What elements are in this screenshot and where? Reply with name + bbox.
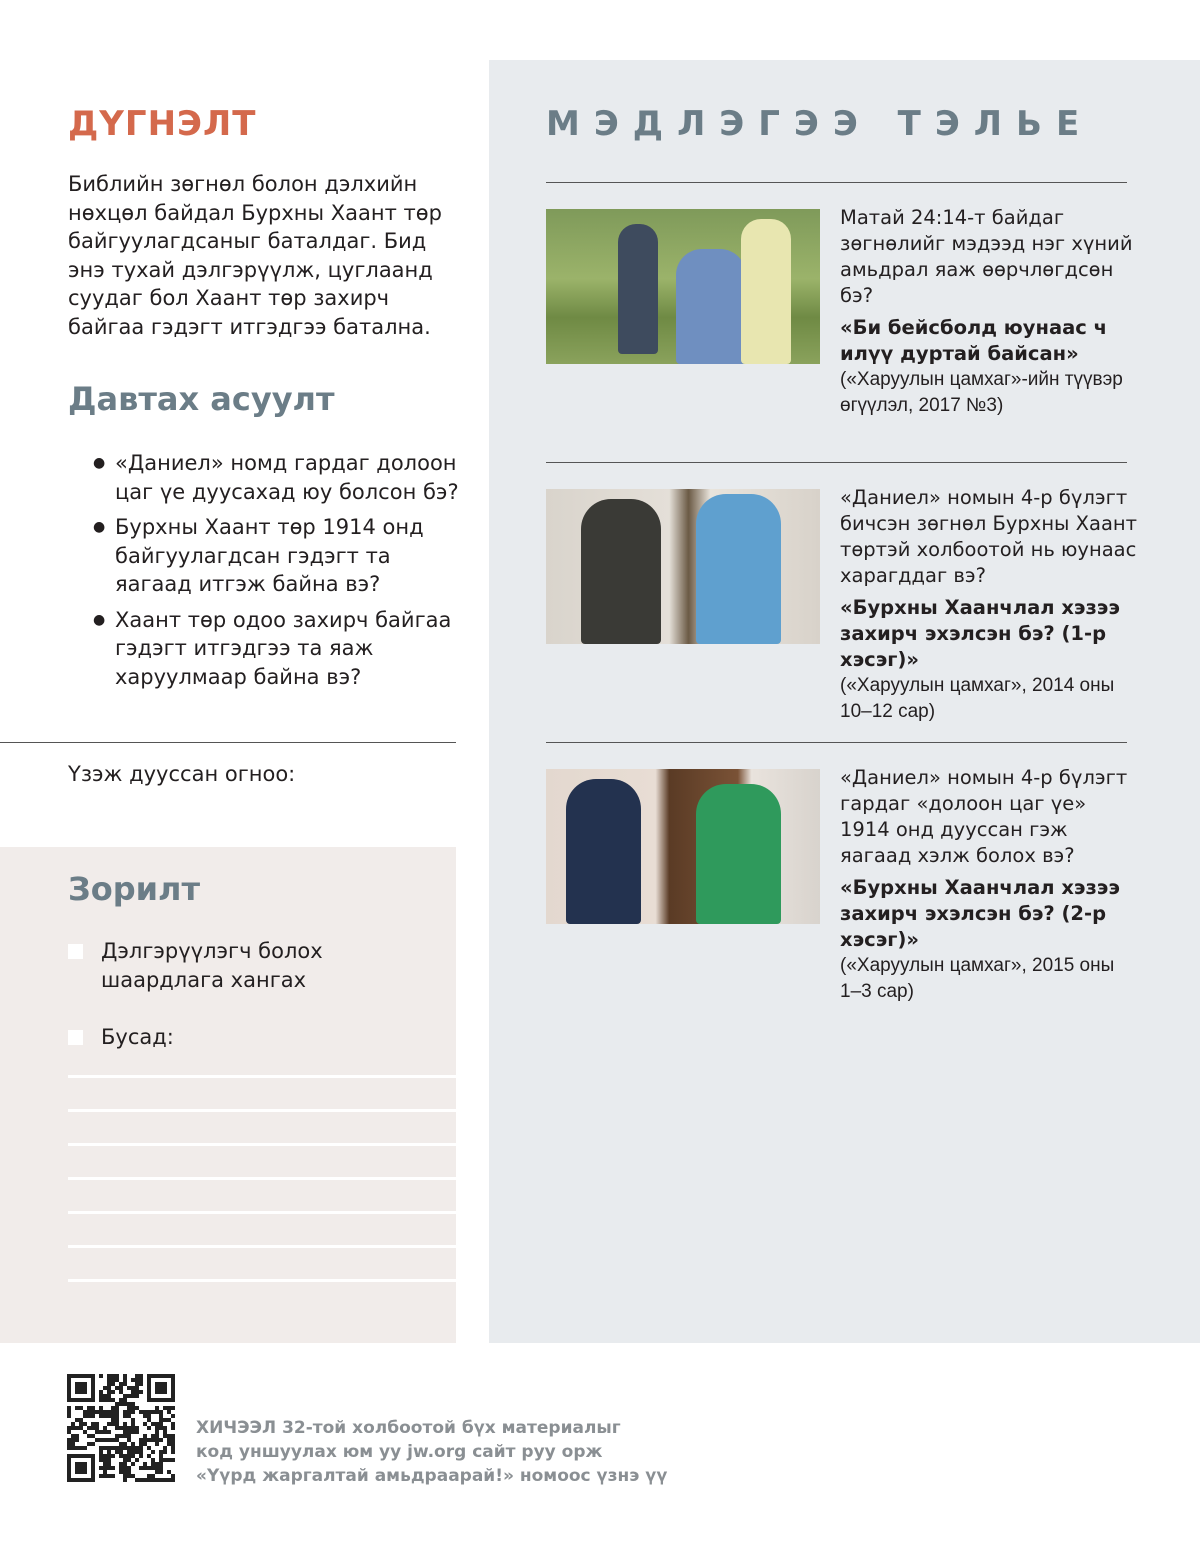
write-line[interactable] <box>68 1143 456 1146</box>
write-line[interactable] <box>68 1279 456 1282</box>
explore-entry <box>840 765 1140 1005</box>
review-question: ● «Даниел» номд гардаг долоон цаг үе дуусахад юу болсон бэ? <box>93 449 463 506</box>
write-line[interactable] <box>68 1245 456 1248</box>
divider <box>546 182 1127 183</box>
explore-entry <box>840 485 1140 725</box>
write-line[interactable] <box>68 1075 456 1078</box>
write-line[interactable] <box>68 1211 456 1214</box>
checkbox[interactable] <box>68 1030 83 1045</box>
footer-line: ХИЧЭЭЛ 32-той холбоотой бүх материалыг <box>196 1418 621 1438</box>
photo-ministry-2 <box>546 769 820 924</box>
review-title: Давтах асуулт <box>68 380 335 418</box>
goal-label: Бусад: <box>101 1025 174 1049</box>
entry-question: «Даниел» номын 4-р бүлэгт бичсэн зөгнөл Бурхны Хаант төртэй холбоотой нь юунаас харагддаг вэ? <box>840 486 1138 587</box>
review-question: ● Хаант төр одоо захирч байгаа гэдэгт итгэдгээ та яаж харуулмаар байна вэ? <box>93 606 463 692</box>
checkbox[interactable] <box>68 944 83 959</box>
goal-panel <box>0 847 456 1343</box>
explore-entry <box>840 205 1140 419</box>
divider <box>0 742 456 743</box>
photo-baseball <box>546 209 820 364</box>
qr-code[interactable] <box>67 1374 175 1482</box>
divider <box>546 462 1127 463</box>
review-question: ● Бурхны Хаант төр 1914 онд байгуулагдсан гэдэгт та яагаад итгэж байна вэ? <box>93 513 463 599</box>
review-questions <box>93 449 463 698</box>
completion-date-label: Үзэж дууссан огноо: <box>68 762 296 786</box>
summary-text: Библийн зөгнөл болон дэлхийн нөхцөл байдал Бурхны Хаант төр байгуулагдсаныг баталдаг. Бид энэ тухай дэлгэрүүлж, цуглаанд суудаг бол Хаант төр захирч байгаа гэдэгт итгэдгээ батална. <box>68 172 442 339</box>
entry-source: («Харуулын цамхаг», 2014 оны 10–12 сар) <box>840 675 1115 722</box>
goal-item[interactable] <box>68 1023 438 1052</box>
footer-line: «Үүрд жаргалтай амьдраарай!» номоос үзнэ үү <box>196 1466 668 1486</box>
divider <box>546 742 1127 743</box>
goal-label: Дэлгэрүүлэгч болох шаардлага хангах <box>101 939 323 992</box>
entry-source: («Харуулын цамхаг», 2015 оны 1–3 сар) <box>840 955 1115 1002</box>
photo-ministry-1 <box>546 489 820 644</box>
goal-item[interactable] <box>68 937 438 994</box>
explore-title: МЭДЛЭГЭЭ ТЭЛЬЕ <box>546 104 1094 144</box>
write-line[interactable] <box>68 1177 456 1180</box>
entry-question: «Даниел» номын 4-р бүлэгт гардаг «долоон цаг үе» 1914 онд дууссан гэж яагаад хэлж болох вэ? <box>840 766 1128 867</box>
entry-title[interactable]: «Бурхны Хаанчлал хэзээ захирч эхэлсэн бэ? (2-р хэсэг)» <box>840 876 1120 951</box>
footer-note <box>196 1416 667 1488</box>
entry-question: Матай 24:14-т байдаг зөгнөлийг мэдээд нэг хүний амьдрал яаж өөрчлөгдсөн бэ? <box>840 206 1133 307</box>
entry-title[interactable]: «Би бейсболд юунаас ч илүү дуртай байсан» <box>840 316 1108 365</box>
summary-title: ДҮГНЭЛТ <box>68 104 257 144</box>
entry-title[interactable]: «Бурхны Хаанчлал хэзээ захирч эхэлсэн бэ? (1-р хэсэг)» <box>840 596 1120 671</box>
footer-line: код уншуулах юм уу jw.org сайт руу орж <box>196 1442 603 1462</box>
goal-title: Зорилт <box>68 870 201 908</box>
write-line[interactable] <box>68 1109 456 1112</box>
entry-source: («Харуулын цамхаг»-ийн түүвэр өгүүлэл, 2017 №3) <box>840 369 1123 416</box>
